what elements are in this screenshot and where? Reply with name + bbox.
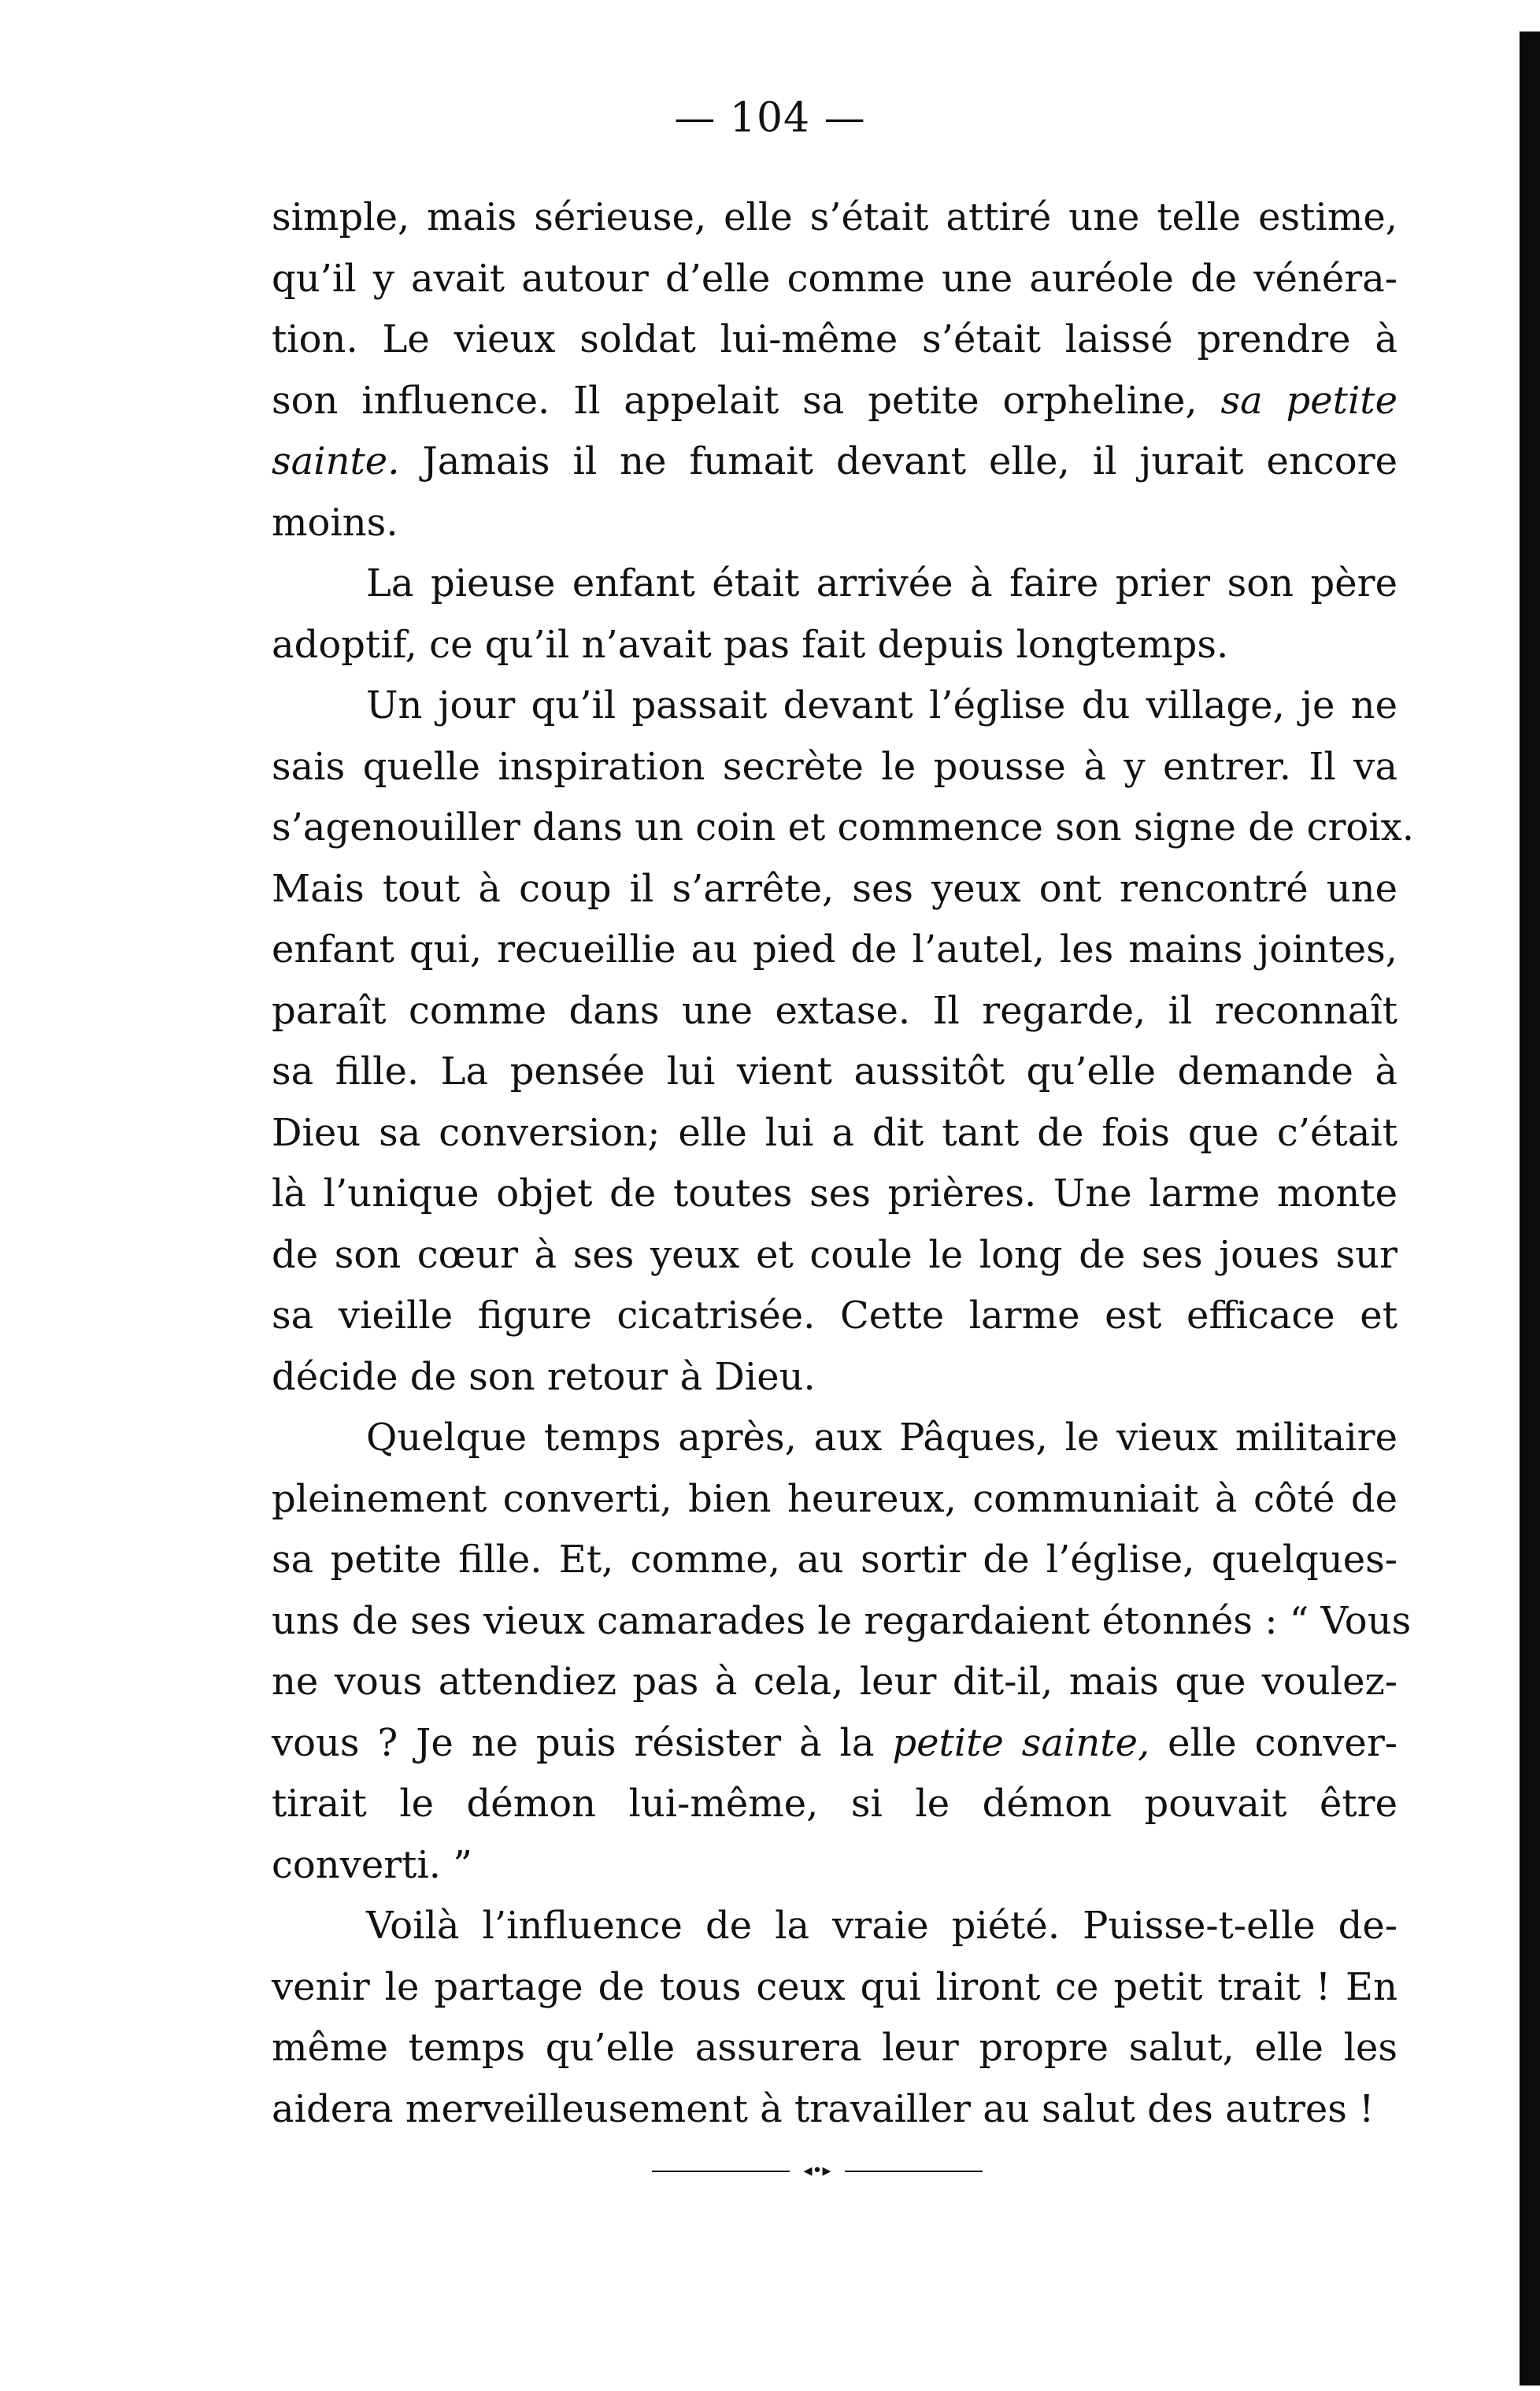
- text-line-9: Un jour qu’il passait devant l’église du village, je ne: [366, 683, 1397, 727]
- text-line-19: sa vieille figure cicatrisée. Cette larme est efficace et: [272, 1294, 1397, 1338]
- text-line-15: sa fille. La pensée lui vient aussitôt qu’elle demande à: [272, 1049, 1397, 1094]
- text-line-30: venir le partage de tous ceux qui liront ce petit trait ! En: [272, 1964, 1397, 2009]
- text-line-2: qu’il y avait autour d’elle comme une auréole de vénéra-: [272, 256, 1397, 301]
- text-line-13: enfant qui, recueillie au pied de l’autel, les mains jointes,: [272, 927, 1397, 972]
- text-line-28: converti. ”: [272, 1842, 472, 1887]
- ornament-rule-left: [652, 2171, 790, 2172]
- text-line-32: aidera merveilleusement à travailler au salut des autres !: [272, 2086, 1375, 2131]
- ornament-glyph: ◂•▸: [803, 2161, 831, 2181]
- text-line-22: pleinement converti, bien heureux, communiait à côté de: [272, 1476, 1397, 1521]
- text-line-26: vous ? Je ne puis résister à la petite sainte, elle conver-: [272, 1720, 1397, 1765]
- text-line-17: là l’unique objet de toutes ses prières. Une larme monte: [272, 1171, 1397, 1216]
- text-line-7: La pieuse enfant était arrivée à faire prier son père: [366, 561, 1397, 605]
- text-line-3: tion. Le vieux soldat lui-même s’était laissé prendre à: [272, 317, 1397, 361]
- text-line-1: simple, mais sérieuse, elle s’était attiré une telle estime,: [272, 195, 1397, 239]
- text-line-8: adoptif, ce qu’il n’avait pas fait depuis longtemps.: [272, 622, 1229, 667]
- text-line-5: sainte. Jamais il ne fumait devant elle, il jurait encore: [272, 439, 1397, 483]
- text-line-29: Voilà l’influence de la vraie piété. Puisse-t-elle de-: [366, 1904, 1397, 1948]
- text-line-16: Dieu sa conversion; elle lui a dit tant de fois que c’était: [272, 1110, 1397, 1155]
- text-line-10: sais quelle inspiration secrète le pousse à y entrer. Il va: [272, 744, 1397, 789]
- text-line-14: paraît comme dans une extase. Il regarde, il reconnaît: [272, 988, 1397, 1033]
- scan-edge-shadow: [1520, 31, 1540, 2385]
- text-line-6: moins.: [272, 500, 398, 545]
- text-line-27: tirait le démon lui-même, si le démon pouvait être: [272, 1782, 1397, 1826]
- ornament-rule-right: [845, 2171, 983, 2172]
- text-line-20: décide de son retour à Dieu.: [272, 1354, 816, 1399]
- text-line-12: Mais tout à coup il s’arrête, ses yeux ont rencontré une: [272, 866, 1397, 911]
- text-line-11: s’agenouiller dans un coin et commence son signe de croix.: [272, 805, 1414, 849]
- text-line-31: même temps qu’elle assurera leur propre salut, elle les: [272, 2026, 1397, 2070]
- page-number: — 104 —: [674, 94, 866, 142]
- italic-phrase: sainte.: [272, 439, 400, 483]
- text-line-4: son influence. Il appelait sa petite orpheline, sa petite: [272, 378, 1397, 423]
- end-ornament: [652, 2162, 983, 2181]
- italic-phrase: petite sainte,: [892, 1720, 1150, 1765]
- text-line-24: uns de ses vieux camarades le regardaient étonnés : “ Vous: [272, 1598, 1412, 1643]
- text-line-23: sa petite fille. Et, comme, au sortir de l’église, quelques-: [272, 1538, 1397, 1582]
- text-line-25: ne vous attendiez pas à cela, leur dit-il, mais que voulez-: [272, 1660, 1397, 1704]
- italic-phrase: sa petite: [1220, 378, 1397, 423]
- text-line-21: Quelque temps après, aux Pâques, le vieux militaire: [366, 1416, 1397, 1460]
- body-text: [272, 187, 1414, 2140]
- text-line-18: de son cœur à ses yeux et coule le long de ses joues sur: [272, 1232, 1397, 1277]
